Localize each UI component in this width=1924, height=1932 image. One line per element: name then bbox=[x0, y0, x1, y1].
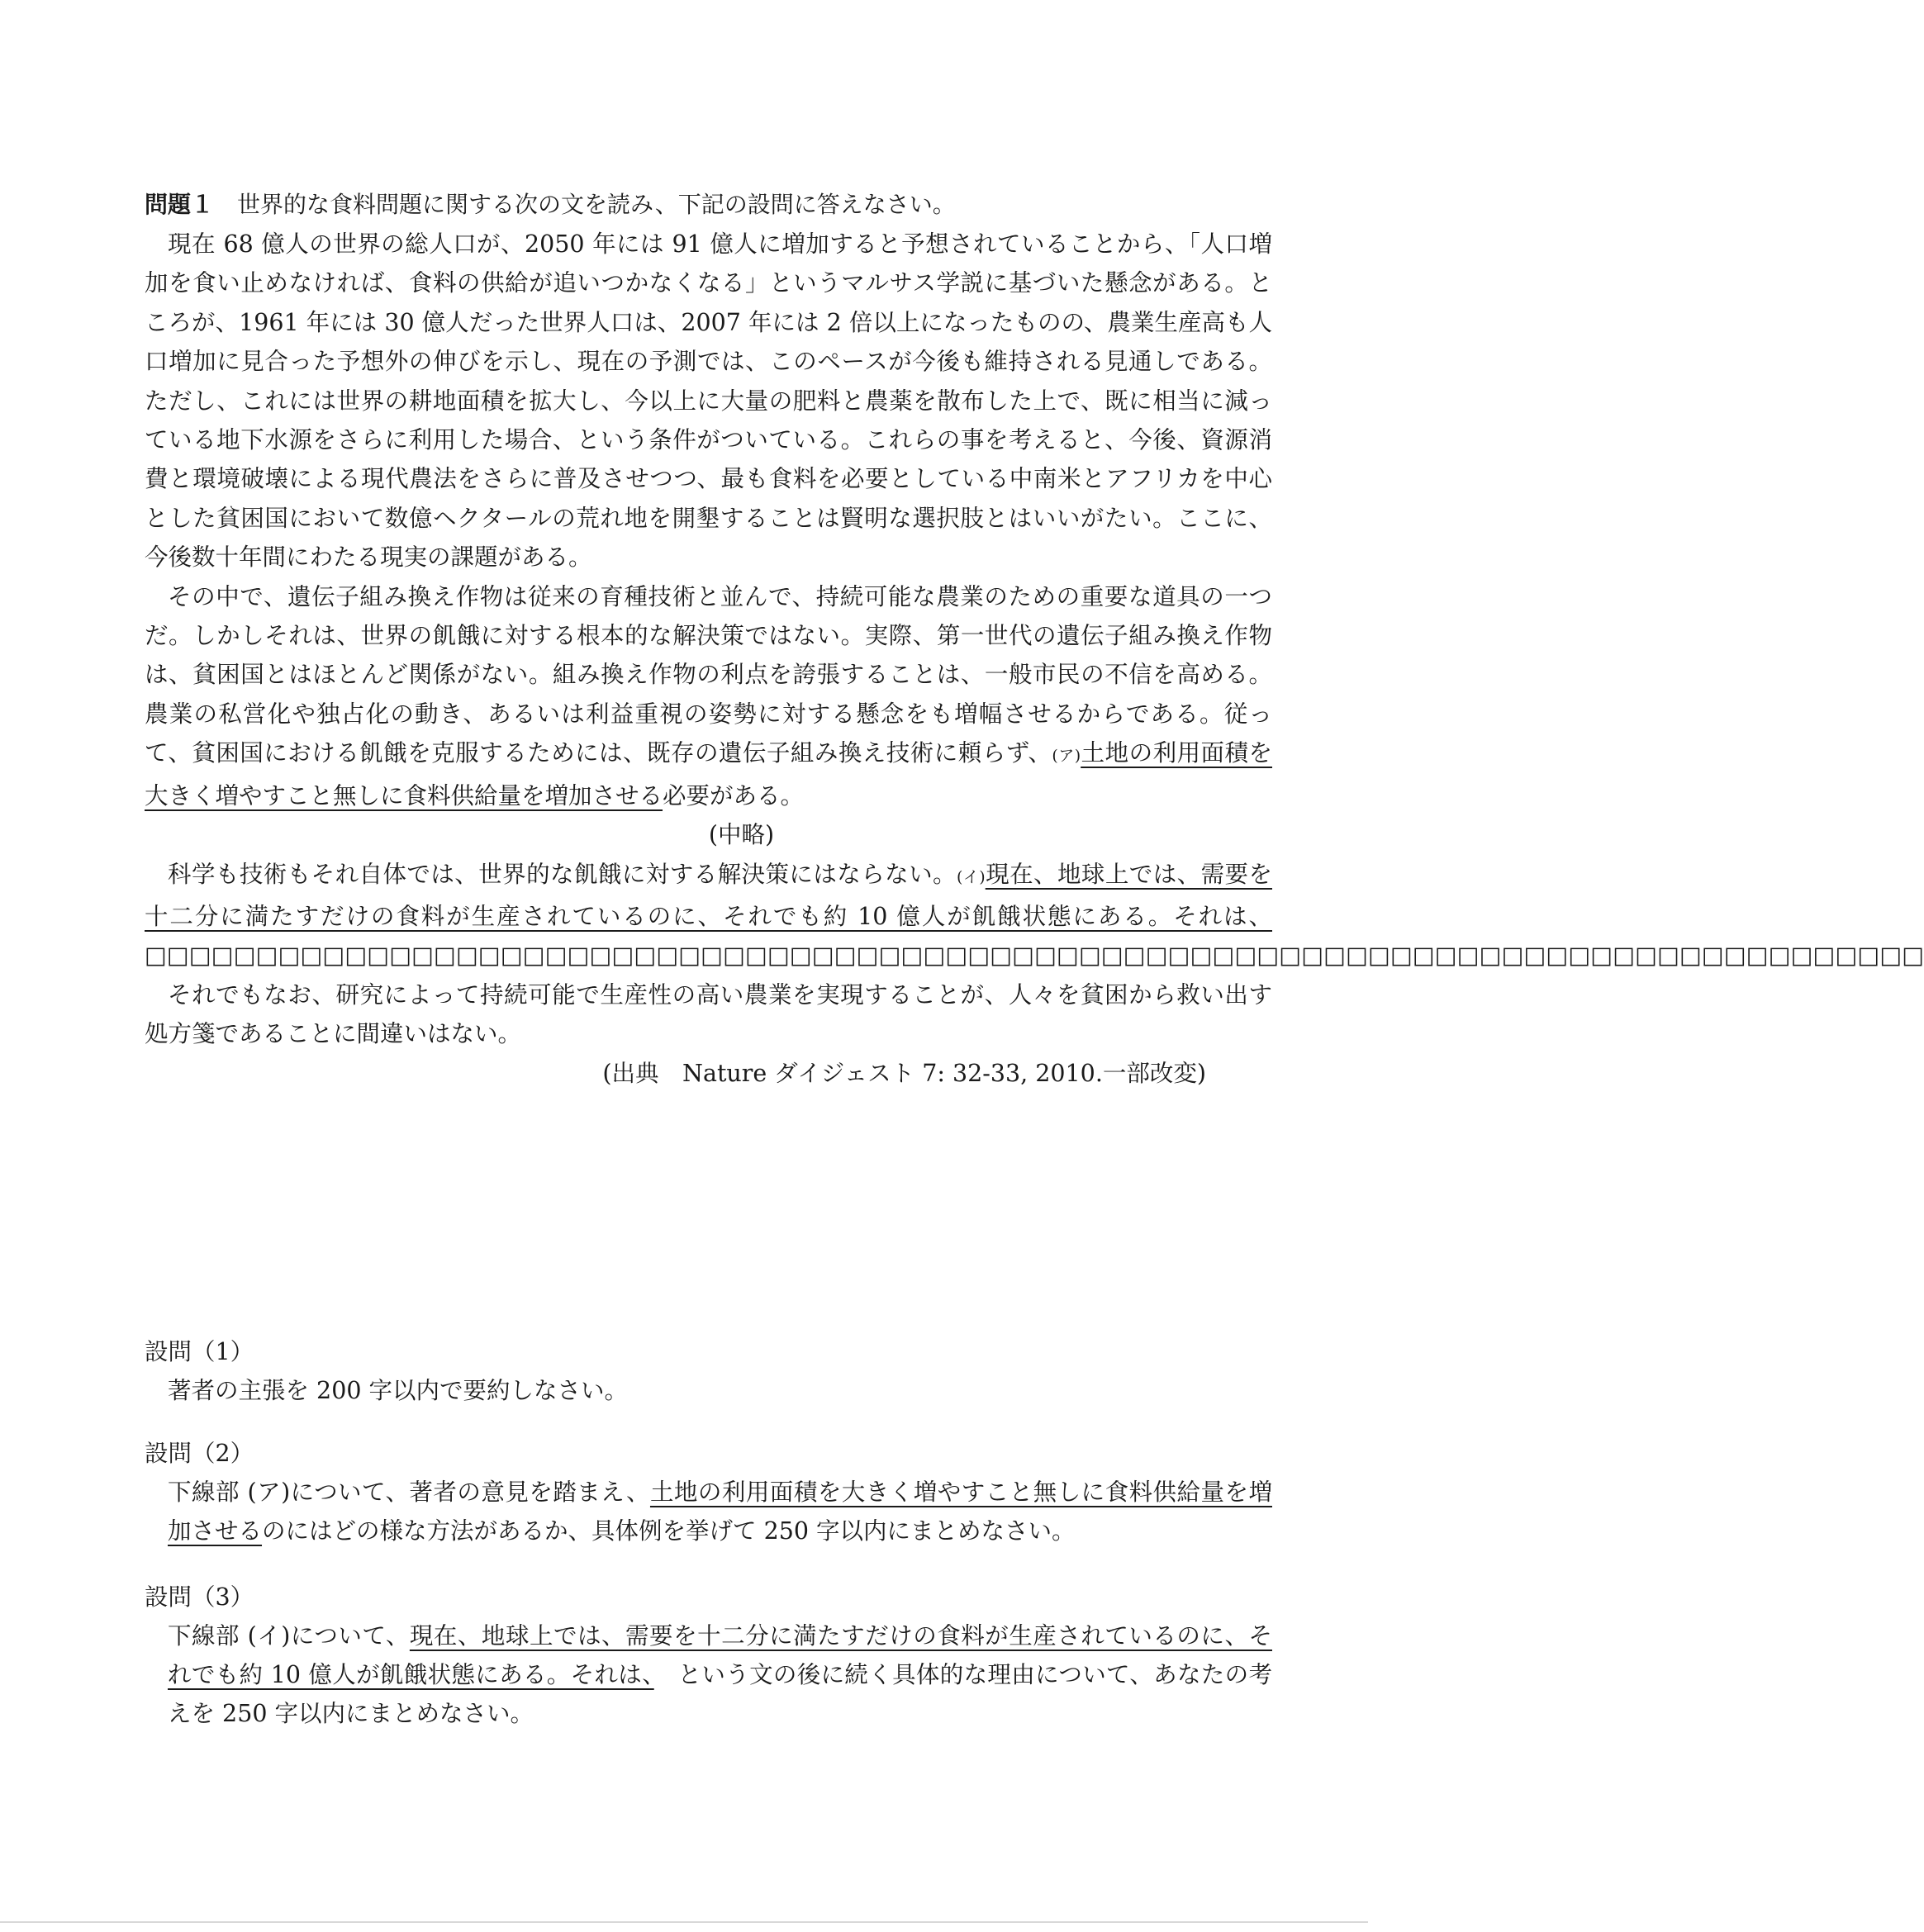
reading-passage bbox=[145, 225, 1924, 1093]
scan-bottom-edge bbox=[0, 1921, 1368, 1923]
underline-mark-i: (イ) bbox=[957, 867, 986, 886]
paragraph-2-text: その中で、遺伝子組み換え作物は従来の育種技術と並んで、持続可能な農業のための重要な道具の一つだ。しかしそれは、世界の飢餓に対する根本的な解決策ではない。実際、第一世代の遺伝子組み換え作物は、貧困国とはほとんど関係がない。組み換え作物の利点を誇張することは、一般市民の不信を高める。農業の私営化や独占化の動き、あるいは利益重視の姿勢に対する懸念をも増幅させるからである。従って、貧困国における飢餓を克服するためには、既存の遺伝子組み換え技術に頼らず、 bbox=[145, 582, 1272, 767]
question-1-title: 設問（1） bbox=[145, 1338, 254, 1365]
question-3-title: 設問（3） bbox=[145, 1583, 254, 1611]
question-2-body bbox=[145, 1473, 1272, 1550]
passage-paragraph-3 bbox=[145, 855, 1924, 975]
passage-paragraph-4: それでもなお、研究によって持続可能で生産性の高い農業を実現することが、人々を貧困から救い出す処方箋であることに間違いはない。 bbox=[145, 980, 1272, 1048]
paragraph-2-end: 必要がある。 bbox=[663, 781, 805, 809]
problem-heading bbox=[145, 187, 956, 223]
question-2-prefix: 下線部 (ア)について、著者の意見を踏まえ、 bbox=[168, 1479, 650, 1506]
source-citation: (出典 Nature ダイジェスト 7: 32-33, 2010.一部改変) bbox=[602, 1059, 1206, 1087]
question-1 bbox=[145, 1332, 1272, 1410]
question-3-prefix: 下線部 (イ)について、 bbox=[168, 1622, 410, 1650]
question-3 bbox=[145, 1578, 1272, 1733]
problem-label: 問題１ bbox=[145, 191, 215, 218]
underlined-phrase-i: 現在、地球上では、需要を十二分に満たすだけの食料が生産されているのに、それでも約 10 億人が飢餓状態にある。それは、 bbox=[145, 860, 1272, 930]
question-2 bbox=[145, 1434, 1272, 1550]
question-2-title: 設問（2） bbox=[145, 1440, 254, 1467]
omission-marker: (中略) bbox=[708, 821, 775, 849]
question-2-underlined: 土地の利用面積を大きく増やすこと無しに食料供給量を増加させる bbox=[168, 1479, 1272, 1545]
question-3-underlined: 現在、地球上では、需要を十二分に満たすだけの食料が生産されているのに、それでも約 10 億人が飢餓状態にある。それは、 bbox=[168, 1622, 1272, 1688]
question-1-body: 著者の主張を 200 字以内で要約しなさい。 bbox=[168, 1377, 629, 1404]
problem-instruction: 世界的な食料問題に関する次の文を読み、下記の設問に答えなさい。 bbox=[237, 191, 956, 218]
question-2-suffix: のにはどの様な方法があるか、具体例を挙げて 250 字以内にまとめなさい。 bbox=[262, 1517, 1076, 1545]
underlined-phrase-a: 土地の利用面積を大きく増やすこと無しに食料供給量を増加させる bbox=[145, 739, 1273, 809]
paragraph-3-text: 科学も技術もそれ自体では、世界的な飢餓に対する解決策にはならない。 bbox=[168, 860, 957, 888]
underline-mark-a: (ア) bbox=[1052, 747, 1081, 766]
question-3-suffix: という文の後に続く具体的な理由について、あなたの考えを 250 字以内にまとめなさい。 bbox=[168, 1661, 1272, 1727]
passage-paragraph-2 bbox=[145, 577, 1272, 815]
question-3-body bbox=[145, 1616, 1272, 1733]
passage-paragraph-1: 現在 68 億人の世界の総人口が、2050 年には 91 億人に増加すると予想されていることから、「人口増加を食い止めなければ、食料の供給が追いつかなくなる」というマルサス学説に基づいた懸念がある。ところが、1961 年には 30 億人だった世界人口は、2007 年には 2 倍以上になったものの、農業生産高も人口増加に見合った予想外の伸びを示し、現在の予測では、このペースが今後も維持される見通しである。ただし、これには世界の耕地面積を拡大し、今以上に大量の肥料と農薬を散布した上で、既に相当に減っている地下水源をさらに利用した場合、という条件がついている。これらの事を考えると、今後、資源消費と環境破壊による現代農法をさらに普及させつつ、最も食料を必要としている中南米とアフリカを中心とした貧困国において数億ヘクタールの荒れ地を開墾することは賢明な選択肢とはいいがたい。ここに、今後数十年間にわたる現実の課題がある。 bbox=[145, 230, 1272, 572]
answer-blank-boxes[interactable]: □□□□□□□□□□□□□□□□□□□□□□□□□□□□□□□□□□□□□□□□□□□□□□□□□□□□□□□□□□□□□□□□□□□□□□□□□□□□□□□□ bbox=[145, 942, 1924, 970]
